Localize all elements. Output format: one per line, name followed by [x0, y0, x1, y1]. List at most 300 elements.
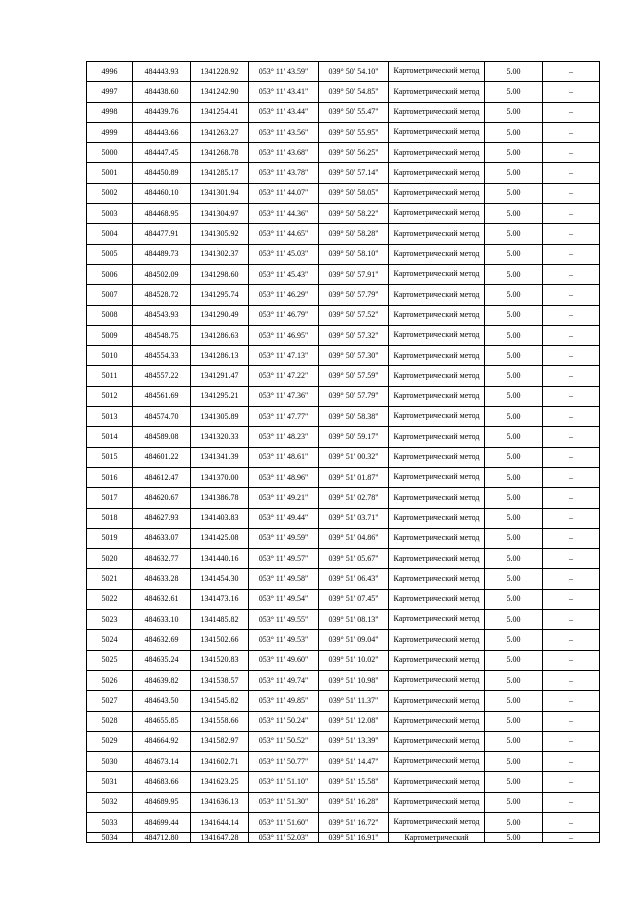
longitude-cell: 039° 50' 57.52"	[319, 305, 389, 325]
table-row	[87, 163, 600, 183]
table-row	[87, 427, 600, 447]
y-coordinate-cell: 1341291.47	[191, 366, 249, 386]
longitude-cell: 039° 50' 54.85"	[319, 82, 389, 102]
point-number-cell: 5003	[87, 204, 133, 224]
y-coordinate-cell: 1341295.74	[191, 285, 249, 305]
y-coordinate-cell: 1341268.78	[191, 143, 249, 163]
point-number-cell: 5006	[87, 264, 133, 284]
note-cell: –	[543, 346, 600, 366]
note-cell: –	[543, 102, 600, 122]
longitude-cell: 039° 51' 08.13"	[319, 610, 389, 630]
table-row	[87, 447, 600, 467]
latitude-cell: 053° 11' 49.21"	[249, 488, 319, 508]
method-cell: Картометрический метод	[389, 407, 485, 427]
x-coordinate-cell: 484548.75	[133, 325, 191, 345]
table-row	[87, 650, 600, 670]
x-coordinate-cell: 484601.22	[133, 447, 191, 467]
y-coordinate-cell: 1341454.30	[191, 569, 249, 589]
method-cell: Картометрический метод	[389, 569, 485, 589]
note-cell: –	[543, 508, 600, 528]
table-row	[87, 812, 600, 832]
table-row	[87, 366, 600, 386]
accuracy-cell: 5.00	[485, 508, 543, 528]
note-cell: –	[543, 711, 600, 731]
note-cell: –	[543, 264, 600, 284]
point-number-cell: 5017	[87, 488, 133, 508]
accuracy-cell: 5.00	[485, 711, 543, 731]
latitude-cell: 053° 11' 49.58"	[249, 569, 319, 589]
x-coordinate-cell: 484561.69	[133, 386, 191, 406]
x-coordinate-cell: 484574.70	[133, 407, 191, 427]
y-coordinate-cell: 1341636.13	[191, 792, 249, 812]
accuracy-cell: 5.00	[485, 143, 543, 163]
longitude-cell: 039° 50' 57.79"	[319, 285, 389, 305]
latitude-cell: 053° 11' 48.61"	[249, 447, 319, 467]
y-coordinate-cell: 1341290.49	[191, 305, 249, 325]
note-cell: –	[543, 569, 600, 589]
accuracy-cell: 5.00	[485, 691, 543, 711]
latitude-cell: 053° 11' 44.07"	[249, 183, 319, 203]
table-row	[87, 224, 600, 244]
latitude-cell: 053° 11' 47.13"	[249, 346, 319, 366]
note-cell: –	[543, 752, 600, 772]
latitude-cell: 053° 11' 43.68"	[249, 143, 319, 163]
latitude-cell: 053° 11' 47.22"	[249, 366, 319, 386]
latitude-cell: 053° 11' 52.03"	[249, 833, 319, 843]
accuracy-cell: 5.00	[485, 670, 543, 690]
longitude-cell: 039° 51' 16.72"	[319, 812, 389, 832]
longitude-cell: 039° 51' 05.67"	[319, 549, 389, 569]
note-cell: –	[543, 62, 600, 82]
table-row	[87, 610, 600, 630]
table-row	[87, 772, 600, 792]
table-row	[87, 528, 600, 548]
x-coordinate-cell: 484633.10	[133, 610, 191, 630]
y-coordinate-cell: 1341502.66	[191, 630, 249, 650]
point-number-cell: 5002	[87, 183, 133, 203]
latitude-cell: 053° 11' 49.85"	[249, 691, 319, 711]
point-number-cell: 5021	[87, 569, 133, 589]
y-coordinate-cell: 1341623.25	[191, 772, 249, 792]
longitude-cell: 039° 50' 54.10"	[319, 62, 389, 82]
point-number-cell: 5001	[87, 163, 133, 183]
latitude-cell: 053° 11' 49.55"	[249, 610, 319, 630]
method-cell: Картометрический метод	[389, 589, 485, 609]
longitude-cell: 039° 51' 15.58"	[319, 772, 389, 792]
table-row	[87, 285, 600, 305]
note-cell: –	[543, 204, 600, 224]
latitude-cell: 053° 11' 43.44"	[249, 102, 319, 122]
point-number-cell: 5013	[87, 407, 133, 427]
x-coordinate-cell: 484683.66	[133, 772, 191, 792]
x-coordinate-cell: 484639.82	[133, 670, 191, 690]
point-number-cell: 4997	[87, 82, 133, 102]
accuracy-cell: 5.00	[485, 427, 543, 447]
note-cell: –	[543, 670, 600, 690]
y-coordinate-cell: 1341370.00	[191, 467, 249, 487]
method-cell: Картометрический метод	[389, 670, 485, 690]
table-row	[87, 346, 600, 366]
point-number-cell: 5023	[87, 610, 133, 630]
method-cell: Картометрический метод	[389, 285, 485, 305]
accuracy-cell: 5.00	[485, 366, 543, 386]
point-number-cell: 5019	[87, 528, 133, 548]
accuracy-cell: 5.00	[485, 305, 543, 325]
x-coordinate-cell: 484589.08	[133, 427, 191, 447]
longitude-cell: 039° 50' 59.17"	[319, 427, 389, 447]
x-coordinate-cell: 484620.67	[133, 488, 191, 508]
accuracy-cell: 5.00	[485, 244, 543, 264]
method-cell: Картометрический метод	[389, 62, 485, 82]
table-row	[87, 62, 600, 82]
x-coordinate-cell: 484443.66	[133, 122, 191, 142]
point-number-cell: 5026	[87, 670, 133, 690]
y-coordinate-cell: 1341520.83	[191, 650, 249, 670]
y-coordinate-cell: 1341425.08	[191, 528, 249, 548]
note-cell: –	[543, 731, 600, 751]
method-cell: Картометрический метод	[389, 264, 485, 284]
note-cell: –	[543, 183, 600, 203]
y-coordinate-cell: 1341254.41	[191, 102, 249, 122]
method-cell: Картометрический метод	[389, 488, 485, 508]
longitude-cell: 039° 50' 57.91"	[319, 264, 389, 284]
accuracy-cell: 5.00	[485, 752, 543, 772]
table-row	[87, 102, 600, 122]
accuracy-cell: 5.00	[485, 325, 543, 345]
table-row	[87, 833, 600, 843]
accuracy-cell: 5.00	[485, 731, 543, 751]
latitude-cell: 053° 11' 45.43"	[249, 264, 319, 284]
table-row	[87, 204, 600, 224]
method-cell: Картометрический метод	[389, 630, 485, 650]
latitude-cell: 053° 11' 50.77"	[249, 752, 319, 772]
method-cell: Картометрический	[389, 833, 485, 843]
accuracy-cell: 5.00	[485, 407, 543, 427]
method-cell: Картометрический метод	[389, 183, 485, 203]
y-coordinate-cell: 1341558.66	[191, 711, 249, 731]
accuracy-cell: 5.00	[485, 488, 543, 508]
point-number-cell: 5029	[87, 731, 133, 751]
note-cell: –	[543, 447, 600, 467]
point-number-cell: 5034	[87, 833, 133, 843]
note-cell: –	[543, 386, 600, 406]
method-cell: Картометрический метод	[389, 386, 485, 406]
longitude-cell: 039° 50' 58.38"	[319, 407, 389, 427]
method-cell: Картометрический метод	[389, 427, 485, 447]
method-cell: Картометрический метод	[389, 163, 485, 183]
accuracy-cell: 5.00	[485, 62, 543, 82]
point-number-cell: 4998	[87, 102, 133, 122]
method-cell: Картометрический метод	[389, 346, 485, 366]
table-row	[87, 264, 600, 284]
note-cell: –	[543, 143, 600, 163]
latitude-cell: 053° 11' 50.52"	[249, 731, 319, 751]
latitude-cell: 053° 11' 48.96"	[249, 467, 319, 487]
longitude-cell: 039° 51' 12.08"	[319, 711, 389, 731]
latitude-cell: 053° 11' 47.77"	[249, 407, 319, 427]
note-cell: –	[543, 792, 600, 812]
point-number-cell: 5007	[87, 285, 133, 305]
note-cell: –	[543, 772, 600, 792]
x-coordinate-cell: 484633.28	[133, 569, 191, 589]
method-cell: Картометрический метод	[389, 528, 485, 548]
y-coordinate-cell: 1341242.90	[191, 82, 249, 102]
x-coordinate-cell: 484633.07	[133, 528, 191, 548]
point-number-cell: 4999	[87, 122, 133, 142]
latitude-cell: 053° 11' 51.60"	[249, 812, 319, 832]
table-row	[87, 183, 600, 203]
method-cell: Картометрический метод	[389, 691, 485, 711]
y-coordinate-cell: 1341295.21	[191, 386, 249, 406]
point-number-cell: 5016	[87, 467, 133, 487]
point-number-cell: 5015	[87, 447, 133, 467]
point-number-cell: 5022	[87, 589, 133, 609]
latitude-cell: 053° 11' 49.59"	[249, 528, 319, 548]
y-coordinate-cell: 1341302.37	[191, 244, 249, 264]
x-coordinate-cell: 484460.10	[133, 183, 191, 203]
x-coordinate-cell: 484543.93	[133, 305, 191, 325]
point-number-cell: 5027	[87, 691, 133, 711]
latitude-cell: 053° 11' 50.24"	[249, 711, 319, 731]
accuracy-cell: 5.00	[485, 204, 543, 224]
accuracy-cell: 5.00	[485, 447, 543, 467]
x-coordinate-cell: 484557.22	[133, 366, 191, 386]
accuracy-cell: 5.00	[485, 102, 543, 122]
point-number-cell: 5008	[87, 305, 133, 325]
table-row	[87, 244, 600, 264]
longitude-cell: 039° 50' 57.79"	[319, 386, 389, 406]
longitude-cell: 039° 50' 56.25"	[319, 143, 389, 163]
method-cell: Картометрический метод	[389, 143, 485, 163]
y-coordinate-cell: 1341305.92	[191, 224, 249, 244]
accuracy-cell: 5.00	[485, 833, 543, 843]
table-row	[87, 589, 600, 609]
latitude-cell: 053° 11' 48.23"	[249, 427, 319, 447]
longitude-cell: 039° 51' 14.47"	[319, 752, 389, 772]
accuracy-cell: 5.00	[485, 630, 543, 650]
table-row	[87, 691, 600, 711]
point-number-cell: 5024	[87, 630, 133, 650]
accuracy-cell: 5.00	[485, 386, 543, 406]
note-cell: –	[543, 610, 600, 630]
y-coordinate-cell: 1341263.27	[191, 122, 249, 142]
note-cell: –	[543, 224, 600, 244]
point-number-cell: 5031	[87, 772, 133, 792]
y-coordinate-cell: 1341285.17	[191, 163, 249, 183]
method-cell: Картометрический метод	[389, 650, 485, 670]
y-coordinate-cell: 1341298.60	[191, 264, 249, 284]
x-coordinate-cell: 484689.95	[133, 792, 191, 812]
longitude-cell: 039° 50' 55.47"	[319, 102, 389, 122]
method-cell: Картометрический метод	[389, 224, 485, 244]
table-row	[87, 305, 600, 325]
y-coordinate-cell: 1341341.39	[191, 447, 249, 467]
point-number-cell: 5033	[87, 812, 133, 832]
latitude-cell: 053° 11' 49.53"	[249, 630, 319, 650]
x-coordinate-cell: 484664.92	[133, 731, 191, 751]
note-cell: –	[543, 691, 600, 711]
longitude-cell: 039° 51' 03.71"	[319, 508, 389, 528]
accuracy-cell: 5.00	[485, 650, 543, 670]
point-number-cell: 5005	[87, 244, 133, 264]
accuracy-cell: 5.00	[485, 285, 543, 305]
longitude-cell: 039° 51' 16.28"	[319, 792, 389, 812]
longitude-cell: 039° 51' 02.78"	[319, 488, 389, 508]
y-coordinate-cell: 1341545.82	[191, 691, 249, 711]
latitude-cell: 053° 11' 49.54"	[249, 589, 319, 609]
note-cell: –	[543, 285, 600, 305]
x-coordinate-cell: 484528.72	[133, 285, 191, 305]
table-row	[87, 731, 600, 751]
longitude-cell: 039° 50' 55.95"	[319, 122, 389, 142]
x-coordinate-cell: 484468.95	[133, 204, 191, 224]
x-coordinate-cell: 484635.24	[133, 650, 191, 670]
point-number-cell: 5020	[87, 549, 133, 569]
longitude-cell: 039° 51' 16.91"	[319, 833, 389, 843]
method-cell: Картометрический метод	[389, 447, 485, 467]
point-number-cell: 4996	[87, 62, 133, 82]
x-coordinate-cell: 484627.93	[133, 508, 191, 528]
note-cell: –	[543, 589, 600, 609]
y-coordinate-cell: 1341644.14	[191, 812, 249, 832]
accuracy-cell: 5.00	[485, 346, 543, 366]
latitude-cell: 053° 11' 44.36"	[249, 204, 319, 224]
longitude-cell: 039° 50' 57.14"	[319, 163, 389, 183]
note-cell: –	[543, 163, 600, 183]
longitude-cell: 039° 51' 11.37"	[319, 691, 389, 711]
longitude-cell: 039° 50' 57.32"	[319, 325, 389, 345]
table-row	[87, 670, 600, 690]
table-row	[87, 488, 600, 508]
table-row	[87, 122, 600, 142]
point-number-cell: 5012	[87, 386, 133, 406]
method-cell: Картометрический метод	[389, 122, 485, 142]
longitude-cell: 039° 51' 06.43"	[319, 569, 389, 589]
longitude-cell: 039° 51' 00.32"	[319, 447, 389, 467]
method-cell: Картометрический метод	[389, 549, 485, 569]
y-coordinate-cell: 1341228.92	[191, 62, 249, 82]
latitude-cell: 053° 11' 47.36"	[249, 386, 319, 406]
longitude-cell: 039° 51' 04.86"	[319, 528, 389, 548]
point-number-cell: 5032	[87, 792, 133, 812]
point-number-cell: 5030	[87, 752, 133, 772]
x-coordinate-cell: 484477.91	[133, 224, 191, 244]
x-coordinate-cell: 484712.80	[133, 833, 191, 843]
table-row	[87, 467, 600, 487]
accuracy-cell: 5.00	[485, 610, 543, 630]
accuracy-cell: 5.00	[485, 772, 543, 792]
note-cell: –	[543, 650, 600, 670]
longitude-cell: 039° 50' 57.59"	[319, 366, 389, 386]
y-coordinate-cell: 1341582.97	[191, 731, 249, 751]
longitude-cell: 039° 50' 58.28"	[319, 224, 389, 244]
accuracy-cell: 5.00	[485, 163, 543, 183]
point-number-cell: 5011	[87, 366, 133, 386]
note-cell: –	[543, 305, 600, 325]
accuracy-cell: 5.00	[485, 82, 543, 102]
method-cell: Картометрический метод	[389, 812, 485, 832]
table-row	[87, 407, 600, 427]
latitude-cell: 053° 11' 46.29"	[249, 285, 319, 305]
latitude-cell: 053° 11' 51.10"	[249, 772, 319, 792]
method-cell: Картометрический метод	[389, 711, 485, 731]
accuracy-cell: 5.00	[485, 122, 543, 142]
table-row	[87, 752, 600, 772]
longitude-cell: 039° 50' 58.22"	[319, 204, 389, 224]
latitude-cell: 053° 11' 43.56"	[249, 122, 319, 142]
point-number-cell: 5009	[87, 325, 133, 345]
latitude-cell: 053° 11' 43.41"	[249, 82, 319, 102]
table-row	[87, 711, 600, 731]
y-coordinate-cell: 1341286.63	[191, 325, 249, 345]
x-coordinate-cell: 484632.77	[133, 549, 191, 569]
y-coordinate-cell: 1341485.82	[191, 610, 249, 630]
x-coordinate-cell: 484489.73	[133, 244, 191, 264]
table-row	[87, 549, 600, 569]
x-coordinate-cell: 484502.09	[133, 264, 191, 284]
longitude-cell: 039° 51' 10.98"	[319, 670, 389, 690]
accuracy-cell: 5.00	[485, 569, 543, 589]
x-coordinate-cell: 484632.61	[133, 589, 191, 609]
table-row	[87, 82, 600, 102]
x-coordinate-cell: 484443.93	[133, 62, 191, 82]
x-coordinate-cell: 484643.50	[133, 691, 191, 711]
note-cell: –	[543, 366, 600, 386]
y-coordinate-cell: 1341473.16	[191, 589, 249, 609]
x-coordinate-cell: 484632.69	[133, 630, 191, 650]
accuracy-cell: 5.00	[485, 528, 543, 548]
coordinates-table	[86, 61, 600, 843]
note-cell: –	[543, 467, 600, 487]
table-row	[87, 569, 600, 589]
y-coordinate-cell: 1341286.13	[191, 346, 249, 366]
y-coordinate-cell: 1341440.16	[191, 549, 249, 569]
latitude-cell: 053° 11' 43.59"	[249, 62, 319, 82]
y-coordinate-cell: 1341647.28	[191, 833, 249, 843]
y-coordinate-cell: 1341403.83	[191, 508, 249, 528]
table-row	[87, 143, 600, 163]
longitude-cell: 039° 51' 10.02"	[319, 650, 389, 670]
x-coordinate-cell: 484447.45	[133, 143, 191, 163]
table-row	[87, 325, 600, 345]
x-coordinate-cell: 484612.47	[133, 467, 191, 487]
method-cell: Картометрический метод	[389, 508, 485, 528]
note-cell: –	[543, 82, 600, 102]
accuracy-cell: 5.00	[485, 183, 543, 203]
x-coordinate-cell: 484673.14	[133, 752, 191, 772]
method-cell: Картометрический метод	[389, 772, 485, 792]
latitude-cell: 053° 11' 44.65"	[249, 224, 319, 244]
latitude-cell: 053° 11' 49.74"	[249, 670, 319, 690]
y-coordinate-cell: 1341602.71	[191, 752, 249, 772]
table-row	[87, 792, 600, 812]
point-number-cell: 5028	[87, 711, 133, 731]
x-coordinate-cell: 484439.76	[133, 102, 191, 122]
y-coordinate-cell: 1341538.57	[191, 670, 249, 690]
longitude-cell: 039° 51' 09.04"	[319, 630, 389, 650]
method-cell: Картометрический метод	[389, 325, 485, 345]
method-cell: Картометрический метод	[389, 204, 485, 224]
note-cell: –	[543, 833, 600, 843]
latitude-cell: 053° 11' 46.95"	[249, 325, 319, 345]
method-cell: Картометрический метод	[389, 82, 485, 102]
point-number-cell: 5000	[87, 143, 133, 163]
point-number-cell: 5014	[87, 427, 133, 447]
method-cell: Картометрический метод	[389, 610, 485, 630]
longitude-cell: 039° 50' 58.05"	[319, 183, 389, 203]
method-cell: Картометрический метод	[389, 467, 485, 487]
accuracy-cell: 5.00	[485, 264, 543, 284]
